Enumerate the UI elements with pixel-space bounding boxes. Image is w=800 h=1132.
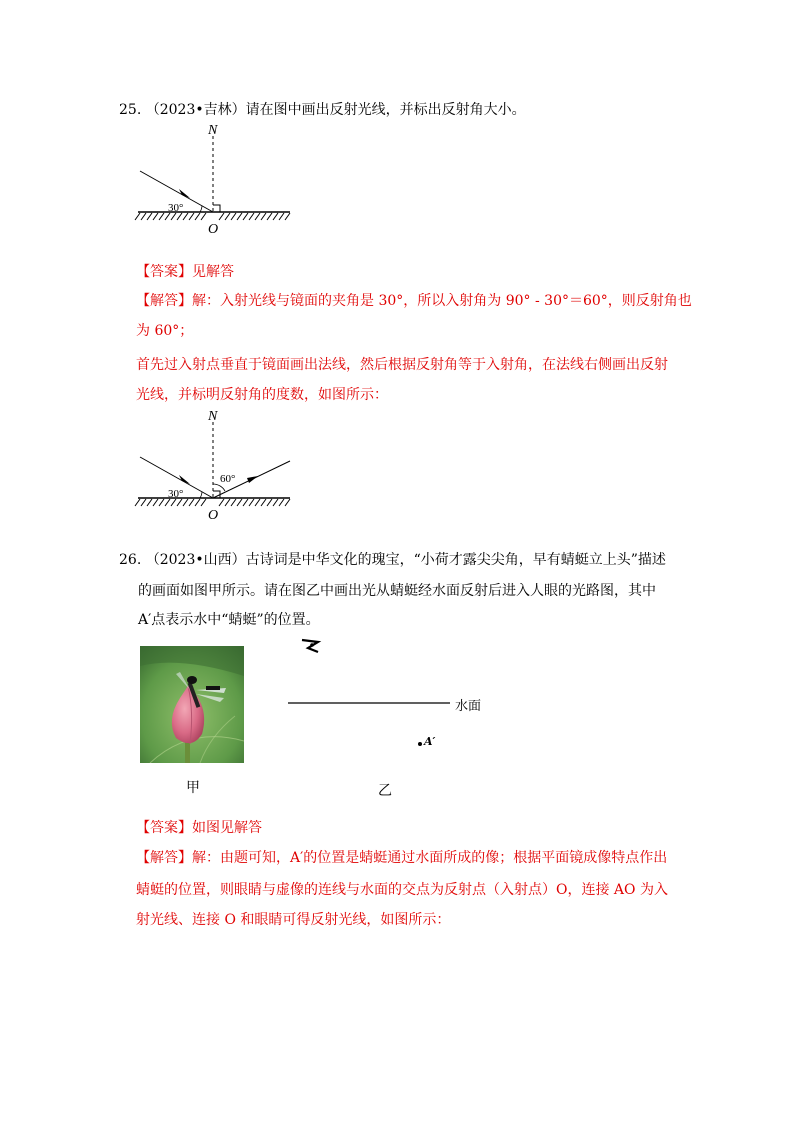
q25-text: 请在图中画出反射光线，并标出反射角大小。 [245,102,526,118]
q26-stem-line-1 [119,550,666,570]
q26-answer-tag: 【答案】 [136,820,192,836]
q26-stem-line-3: A′点表示水中“蜻蜓”的位置。 [138,612,320,628]
q25-solution-line-4: 光线，并标明反射角的度数，如图所示： [136,387,388,403]
q25-figure [130,118,300,238]
q26-text-1: 古诗词是中华文化的瑰宝，“小荷才露尖尖角，早有蜻蜓立上头”描述 [245,552,666,568]
q26-answer [136,818,262,838]
q26-solution-tag: 【解答】 [136,850,192,866]
mirror-hatching [135,213,290,220]
q25-solution-text-1: 解：入射光线与镜面的夹角是 30°，所以入射角为 90° - 30°＝60°，则反射角也 [192,293,692,309]
q25-solution-tag: 【解答】 [136,293,192,309]
image-point-a-prime [418,742,422,746]
point-o-label: O [208,508,219,523]
mirror-hatching [135,499,290,506]
q26-source: （2023•山西） [145,552,246,568]
lotus-dragonfly-photo [140,646,244,763]
q26-number: 26. [119,552,142,568]
figure-left-caption: 甲 [186,780,200,796]
q26-solution-line-3: 射光线、连接 O 和眼睛可得反射光线，如图所示： [136,912,451,928]
q26-solution-line-2: 蜻蜓的位置，则眼睛与虚像的连线与水面的交点为反射点（入射点）O，连接 AO 为入 [136,882,668,898]
eye-icon [302,640,318,652]
reflect-angle-arc [213,484,225,491]
angle-incident-label: 30° [168,202,184,214]
q25-solution-figure [130,404,300,524]
right-angle-mark [213,205,220,212]
normal-label: N [208,123,218,138]
q25-solution-line-3: 首先过入射点垂直于镜面画出法线，然后根据反射角等于入射角，在法线右侧画出反射 [136,357,668,373]
q25-solution-line-2: 为 60°； [136,323,194,339]
q25-number: 25. [119,102,142,118]
angle-arc [200,206,202,213]
q26-answer-text: 如图见解答 [192,820,262,836]
angle-reflect-label: 60° [220,473,236,485]
q25-stem [119,100,526,120]
q26-solution-text-1: 解：由题可知，A′的位置是蜻蜓通过水面所成的像；根据平面镜成像特点作出 [192,850,668,866]
water-label: 水面 [455,699,482,714]
image-point-label: A′ [424,735,436,748]
q25-answer [136,262,234,282]
q25-answer-tag: 【答案】 [136,264,192,280]
q25-answer-text: 见解答 [192,264,234,280]
angle-incident-label: 30° [168,488,184,500]
figure-right-caption: 乙 [378,783,392,799]
q26-solution-line-1 [136,848,667,868]
q25-solution-line-1 [136,291,692,311]
point-o-label: O [208,222,219,237]
reflected-arrow [247,476,258,483]
q26-stem-line-2: 的画面如图甲所示。请在图乙中画出光从蜻蜓经水面反射后进入人眼的光路图，其中 [138,583,656,599]
q25-source: （2023•吉林） [145,102,246,118]
normal-label: N [208,409,218,424]
angle-arc [200,492,202,499]
